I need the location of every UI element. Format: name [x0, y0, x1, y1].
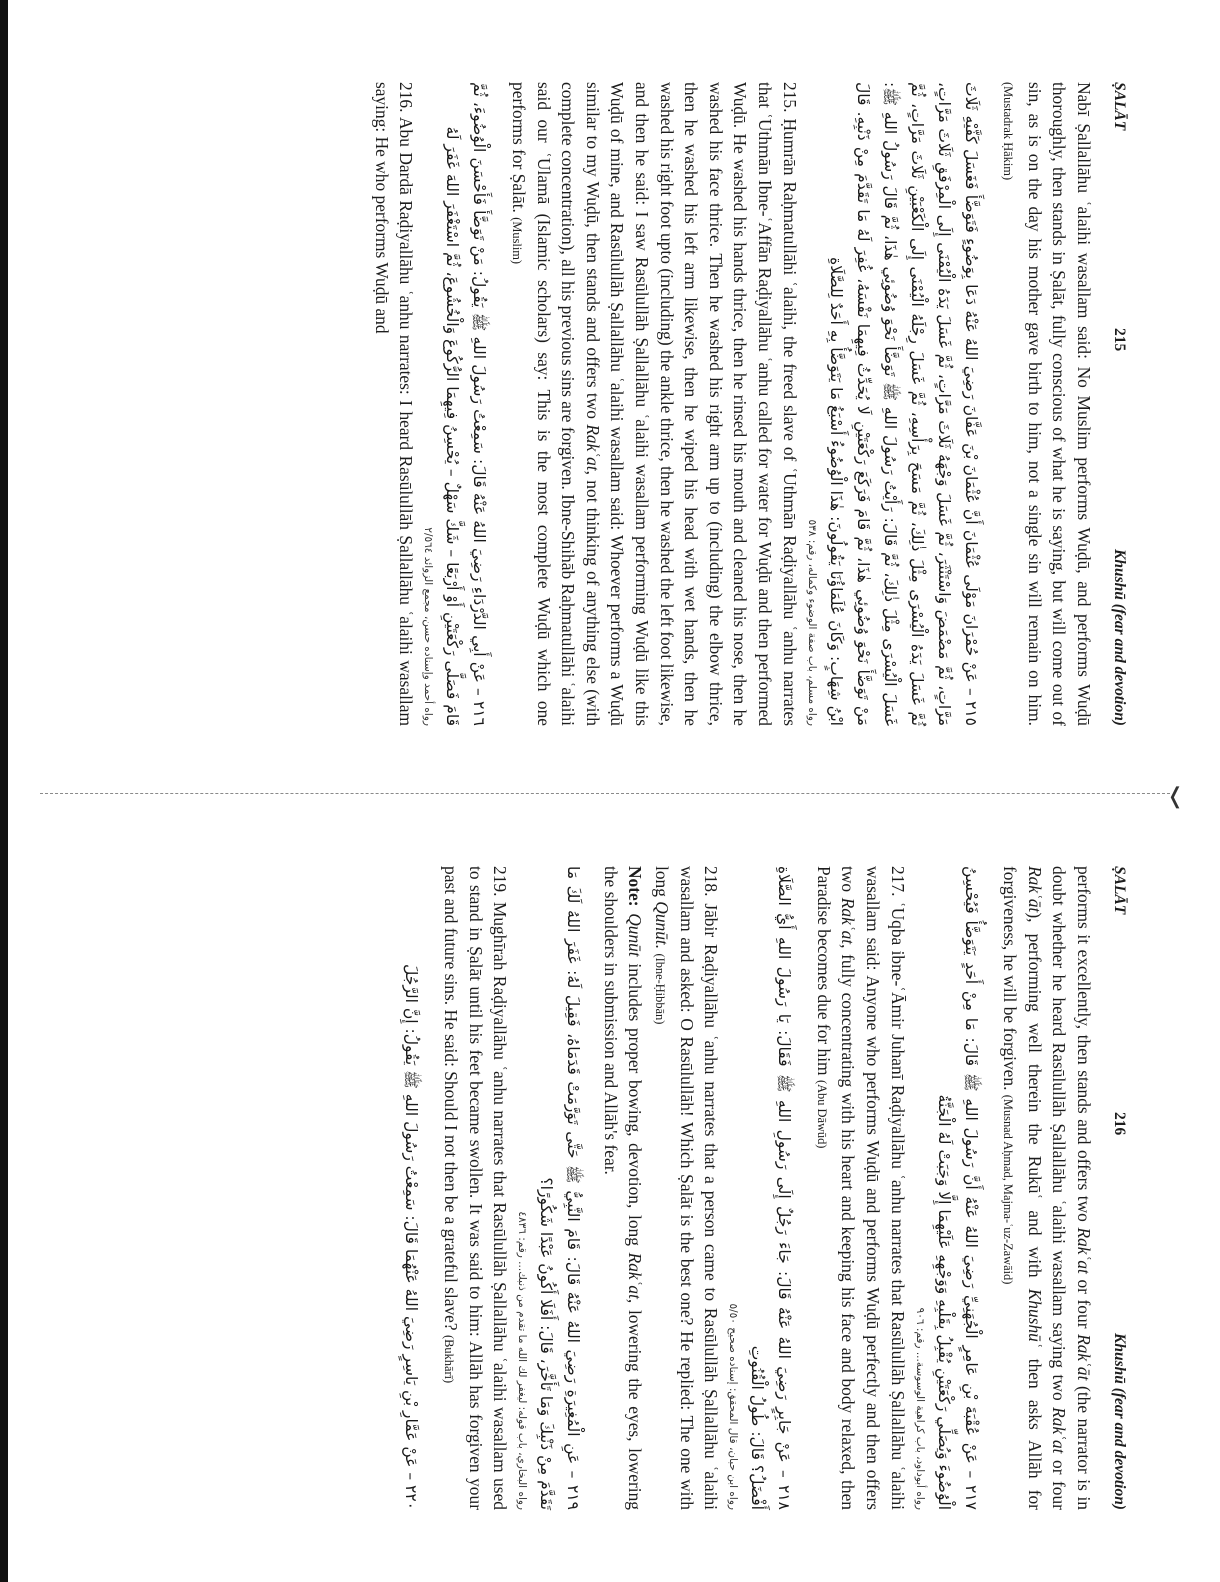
continuation-paragraph: [996, 866, 1096, 1510]
arabic-text: ٢١٩ – عَنِ الْمُغِيرَةِ رَضِيَ اللهُ عَنْهُ قَالَ: قَامَ النَّبِيُّ ﷺ حَتَّى تَوَرَّمَتْ قَدَمَاهُ، فَقِيلَ لَهُ: غَفَرَ اللهُ لَكَ مَا تَقَدَّمَ مِنْ ذَنْبِكَ وَمَا تَأَخَّرَ، قَالَ: أَفَلَا أَكُونُ عَبْدًا شَكُورًا؟: [537, 866, 583, 1510]
translation-paragraph: [809, 866, 909, 1510]
page-number: 216: [1111, 1111, 1128, 1136]
fold-mark: ❬: [1166, 784, 1185, 809]
text: (the narrator is in doubt whether he heard Rasūlullāh Ṣallallāhu ʿalaihi wasallam saying two: [1049, 866, 1094, 1510]
translation-text: Mughīrah Raḍiyallāhu ʿanhu narrates that Rasūlullāh Ṣallallāhu ʿalaihi wasallam used to stand in Ṣalāt until his feet became swollen. It was said to him: Allāh has forgiven your past and future sins. He said: Should I not then be a grateful slave?: [441, 866, 511, 1510]
header-chapter-title: Khushū (fear and devotion): [1111, 1332, 1128, 1510]
italic-term: Khushūʿ: [1024, 1288, 1045, 1348]
translation-paragraph: [505, 82, 802, 726]
continuation-paragraph: [996, 82, 1096, 726]
arabic-text: ٢٢٠ – عَنْ عَمَّارِ بْنِ يَاسِرٍ رَضِيَ اللهُ عَنْهُمَا قَالَ: سَمِعْتُ رَسُولَ اللهِ ﷺ يَقُولُ: إِنَّ الرَّجُلَ: [402, 964, 421, 1510]
arabic-text: ٢١٧ – عَنْ عُقْبَةَ بْنِ عَامِرٍ الْجُهَنِيِّ رَضِيَ اللهُ عَنْهُ أَنَّ رَسُولَ اللهِ ﷺ قَالَ: مَا مِنْ أَحَدٍ يَتَوَضَّأُ فَيُحْسِنُ الْوُضُوءَ وَيُصَلِّي رَكْعَتَيْنِ يُقْبِلُ بِقَلْبِهِ وَوَجْهِهِ عَلَيْهِمَا إِلَّا وَجَبَتْ لَهُ الْجَنَّةُ: [934, 866, 980, 1510]
italic-term: Rakʿat: [1074, 1227, 1094, 1274]
text: or four: [1049, 1460, 1070, 1510]
italic-term: Rakʿat: [1049, 1407, 1070, 1454]
italic-term: Rakʿāt: [1024, 866, 1045, 913]
source-citation: (Muslim): [510, 217, 525, 265]
note-text: includes proper bowing, devotion, long: [625, 963, 646, 1246]
arabic-text: ٢١٨ – عَنْ جَابِرٍ رَضِيَ اللهُ عَنْهُ قَالَ: جَاءَ رَجُلٌ إِلَى رَسُولِ اللهِ ﷺ فَقَالَ: يَا رَسُولَ اللهِ أَيُّ الصَّلَاةِ أَفْضَلُ؟ قَالَ: طُولُ الْقُنُوتِ: [748, 866, 794, 1510]
hadith-216: [369, 82, 492, 726]
page-number: 215: [1111, 327, 1128, 352]
header-chapter-title: Khushū (fear and devotion): [1111, 548, 1128, 726]
hadith-number: 219.: [490, 866, 511, 897]
hadith-218: [598, 866, 797, 1510]
text: ), performing well therein the Rukūʿ and with: [1024, 912, 1045, 1278]
translation-paragraph: [647, 866, 723, 1510]
translation-text: Jābir Raḍiyallāhu ʿanhu narrates that a person came to Rasūlullāh Ṣallallāhu ʿalaihi wasallam and asked: O Rasūlullāh! Which Ṣalāt is the best one? He replied: The one with long: [652, 866, 722, 1510]
source-citation: (Bukhārī): [442, 1334, 457, 1384]
arabic-reference: رواه البخاري، باب قوله: ليغفر لك الله ما تقدم من ذنبك... رقم: ٤٨٣٦: [516, 1211, 529, 1510]
source-citation: (Ibne-Ḥibbān): [653, 953, 668, 1025]
page-fold-divider: [40, 793, 1170, 794]
header-section-title: ṢALĀT: [1111, 866, 1128, 915]
page-215: [90, 72, 1130, 736]
source-citation: (Musnad Aḥmad, Majma-ʿuz-Zawāid): [1001, 1094, 1016, 1285]
text: then asks Allāh for forgiveness, he will be forgiven.: [1000, 866, 1045, 1510]
italic-term: Qunūt: [625, 913, 646, 957]
text: performs it excellently, then stands and offers two: [1074, 866, 1094, 1222]
hadith-215: [505, 82, 984, 726]
page-216: [90, 856, 1130, 1520]
page-215-content: [90, 72, 1130, 736]
hadith-number: 216.: [396, 82, 417, 113]
arabic-reference: رواه أبوداود، باب كراهية الوسوسة... رقم: ٩٠٦: [913, 1307, 926, 1510]
arabic-reference: رواه أحمد وإسناده حسن، مجمع الزوائد ٢/٥٦٤: [422, 527, 435, 726]
continuation-text: Nabī Ṣallallāhu ʿalaihi wasallam said: No Muslim performs Wuḍū, and performs Wuḍū thoroughly, then stands in Ṣalāt, fully conscious of what he is saying, but will come out of sin, as is on the day his mother gave birth to him, not a single sin will remain on him.: [1024, 82, 1094, 726]
header-section-title: ṢALĀT: [1111, 82, 1128, 131]
hadith-number: 215.: [779, 82, 800, 113]
arabic-text: ٢١٥ – عَنْ حُمْرَانَ مَوْلَى عُثْمَانَ أَنَّ عُثْمَانَ بْنَ عَفَّانَ رَضِيَ اللهُ عَنْهُ دَعَا بِوَضُوءٍ فَتَوَضَّأَ فَغَسَلَ كَفَّيْهِ ثَلَاثَ مَرَّاتٍ، ثُمَّ مَضْمَضَ وَاسْتَنْثَرَ، ثُمَّ غَسَلَ وَجْهَهُ ثَلَاثَ مَرَّاتٍ، ثُمَّ غَسَلَ يَدَهُ الْيُمْنَى إِلَى الْمِرْفَقِ ثَلَاثَ مَرَّاتٍ، ثُمَّ غَسَلَ يَدَهُ الْيُسْرَى مِثْلَ ذٰلِكَ، ثُمَّ مَسَحَ بِرَأْسِهِ، ثُمَّ غَسَلَ رِجْلَهُ الْيُمْنَى إِلَى الْكَعْبَيْنِ ثَلَاثَ مَرَّاتٍ، ثُمَّ غَسَلَ الْيُسْرَى مِثْلَ ذٰلِكَ، ثُمَّ قَالَ: رَأَيْتُ رَسُولَ اللهِ ﷺ تَوَضَّأَ نَحْوَ وُضُوئِي هٰذَا، ثُمَّ قَالَ رَسُولُ اللهِ ﷺ: مَنْ تَوَضَّأَ نَحْوَ وُضُوئِي هٰذَا، ثُمَّ قَامَ فَرَكَعَ رَكْعَتَيْنِ لَا يُحَدِّثُ فِيهِمَا نَفْسَهُ، غُفِرَ لَهُ مَا تَقَدَّمَ مِنْ ذَنْبِهِ. قَالَ ابْنُ شِهَابٍ: وَكَانَ عُلَمَاؤُنَا يَقُولُونَ: هٰذَا الْوُضُوءُ أَسْبَغُ مَا يَتَوَضَّأُ بِهِ أَحَدٌ لِلصَّلَاةِ: [826, 82, 980, 726]
italic-term: Rakʿat,: [625, 1252, 646, 1304]
arabic-text: ٢١٦ – عَنْ أَبِي الدَّرْدَاءِ رَضِيَ اللهُ عَنْهُ قَالَ: سَمِعْتُ رَسُولَ اللهِ ﷺ يَقُولُ: مَنْ تَوَضَّأَ فَأَحْسَنَ الْوُضُوءَ، ثُمَّ قَامَ فَصَلَّى رَكْعَتَيْنِ أَوْ أَرْبَعًا – شَكَّ سَهْلٌ – يُحْسِنُ فِيهِمَا الرُّكُوعَ وَالْخُشُوعَ، ثُمَّ اسْتَغْفَرَ اللهَ غَفَرَ لَهُ: [443, 82, 489, 726]
translation-text: Abu Dardā Raḍiyallāhu ʿanhu narrates: I heard Rasūlullāh Ṣallallāhu ʿalaihi wasallam saying: He who performs Wuḍū and: [371, 82, 417, 726]
translation-paragraph: [437, 866, 513, 1510]
page-216-content: [90, 856, 1130, 1520]
translation-text: Ḥumrān Raḥmatullāhi ʿalaihi, the freed slave of ʿUthmān Raḍiyallāhu ʿanhu narrates that ʿUthmān Ibne-ʿAffān Raḍiyallāhu ʿanhu called for water for Wuḍū and then performed Wuḍū. He washed his hands thrice, then he rinsed his mouth and cleaned his nose, then he washed his face thrice. Then he washed his right arm up to (including) the elbow thrice, then he washed his left arm likewise, then he wiped his head with wet hands, then he washed his right foot upto (including) the ankle thrice, then he washed the left foot likewise, and then he said: I saw Rasūlullāh Ṣallallāhu ʿalaihi wasallam performing Wuḍū like this Wuḍū of mine, and Rasūlullāh Ṣallallāhu ʿalaihi wasallam said: Whoever performs a Wuḍū similar to my Wuḍū, then stands and offers two: [582, 82, 800, 726]
source-citation: (Abu Dāwūd): [814, 1079, 829, 1149]
note-text-cont: lowering the eyes, lowering the shoulders in submission and Allāh's fear.: [600, 866, 646, 1510]
text: or four: [1074, 1279, 1094, 1329]
source-citation: (Mustadrak Ḥākim): [1001, 82, 1016, 181]
translation-paragraph: [369, 82, 418, 726]
italic-term: Rakʿāt: [1074, 1334, 1094, 1381]
translation-text-cont: , not thinking of anything else (with complete concentration), all his previous sins are forgiven. Ibne-Shihāb Raḥmatullāhi ʿalaihi said our ʿUlamā (Islamic scholars) say: This is the most complete Wuḍū which one performs for Ṣalāt.: [509, 82, 603, 727]
note-label: Note:: [625, 866, 646, 907]
hadith-219: [437, 866, 587, 1510]
binding-edge: [0, 0, 8, 1582]
translation-text: ʿUqba ibne-ʿĀmir Juhanī Raḍiyallāhu ʿanhu narrates that Rasūlullāh Ṣallallāhu ʿalaihi wasallam said: Anyone who performs Wuḍū and performs Wuḍū perfectly and then offers two: [838, 866, 908, 1510]
arabic-reference: رواه ابن حبان، قال المحقق: إسناده صحيح ٥/٥٠: [727, 1303, 740, 1510]
translation-text-cont: , fully concentrating with his heart and keeping his face and body relaxed, then Paradise becomes due for him: [813, 866, 859, 1510]
italic-term: Rakʿat: [838, 897, 859, 945]
running-header: [1110, 82, 1128, 726]
arabic-reference: رواه مسلم، باب صفة الوضوء وكماله، رقم: ٥٣٨: [805, 519, 818, 726]
hadith-220: [398, 866, 425, 1510]
hadith-number: 218.: [701, 866, 722, 897]
hadith-number: 217.: [887, 866, 908, 897]
note-paragraph: [598, 866, 647, 1510]
italic-term: Rakʿat: [582, 424, 603, 471]
hadith-217: [809, 866, 983, 1510]
italic-term: Qunūt.: [652, 901, 673, 950]
running-header: [1110, 866, 1128, 1510]
